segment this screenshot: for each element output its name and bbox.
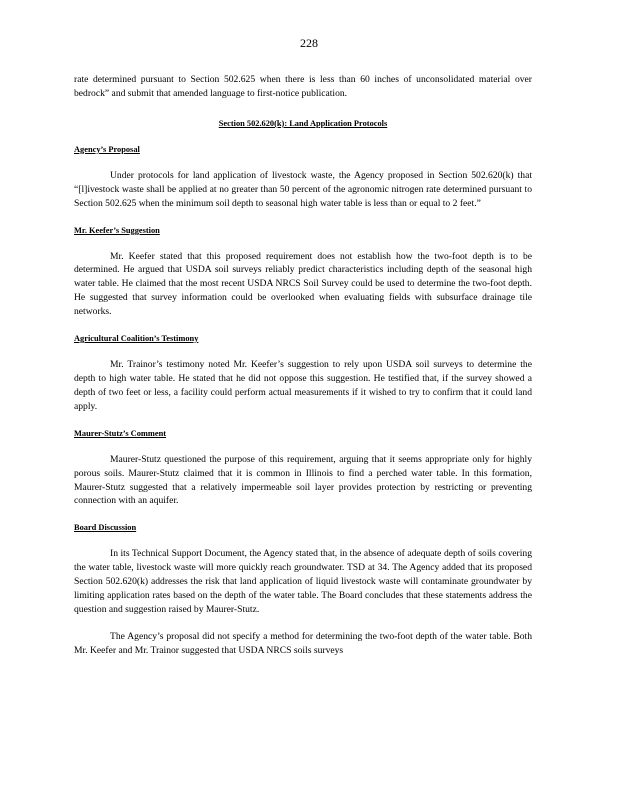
subheading-board-discussion: Board Discussion — [74, 523, 137, 533]
paragraph: Mr. Keefer stated that this proposed requirement does not establish how the two-foot depth is to be determined. He argued that USDA soil surveys reliably predict characteristics including depth of the seasonal high water table. He claimed that the most recent USDA NRCS Soil Survey could be used to determine the two-foot depth. He suggested that survey information could be overlooked when evaluating fields with subsurface drainage tile networks. — [74, 250, 532, 318]
paragraph: Mr. Trainor’s testimony noted Mr. Keefer’s suggestion to rely upon USDA soil surveys to determine the depth to high water table. He stated that he did not oppose this suggestion. He testified that, if the survey showed a depth of two feet or less, a facility could perform actual measurements if it wished to try to confirm that it could land apply. — [74, 359, 532, 412]
subheading-agency-proposal: Agency’s Proposal — [74, 144, 140, 154]
subheading-agricultural-coalition: Agricultural Coalition’s Testimony — [74, 334, 199, 344]
paragraph: The Agency’s proposal did not specify a method for determining the two-foot depth of the water table. Both Mr. Keefer and Mr. Trainor suggested that USDA NRCS soils surveys — [74, 630, 532, 656]
paragraph: Maurer-Stutz questioned the purpose of this requirement, arguing that it seems appropriate only for highly porous soils. Maurer-Stutz claimed that it is common in Illinois to find a perched water table. In this formation, Maurer-Stutz suggested that a relatively impermeable soil layer provides protection by restricting or preventing connection with an aquifer. — [74, 453, 532, 507]
page-number: 228 — [300, 36, 318, 50]
paragraph: rate determined pursuant to Section 502.625 when there is less than 60 inches of unconsolidated material over bedrock” and submit that amended language to first-notice publication. — [74, 74, 532, 99]
document-body — [74, 73, 532, 658]
paragraph: In its Technical Support Document, the Agency stated that, in the absence of adequate depth of soils covering the water table, livestock waste will more quickly reach groundwater. TSD at 34. The Agency added that its proposed Section 502.620(k) addresses the risk that land application of liquid livestock waste will contaminate groundwater by limiting application rates based on the depth of the water table. The Board concludes that these statements address the question and suggestion raised by Maurer-Stutz. — [74, 548, 532, 615]
subheading-keefer-suggestion: Mr. Keefer’s Suggestion — [74, 225, 160, 235]
paragraph: Under protocols for land application of livestock waste, the Agency proposed in Section 502.620(k) that “[l]ivestock waste shall be applied at no greater than 50 percent of the agronomic nitrogen rate determined pursuant to Section 502.625 when the minimum soil depth to seasonal high water table is less than or equal to 2 feet.” — [74, 169, 532, 209]
section-heading: Section 502.620(k): Land Application Protocols — [218, 118, 388, 128]
subheading-maurer-stutz: Maurer-Stutz’s Comment — [74, 428, 167, 438]
